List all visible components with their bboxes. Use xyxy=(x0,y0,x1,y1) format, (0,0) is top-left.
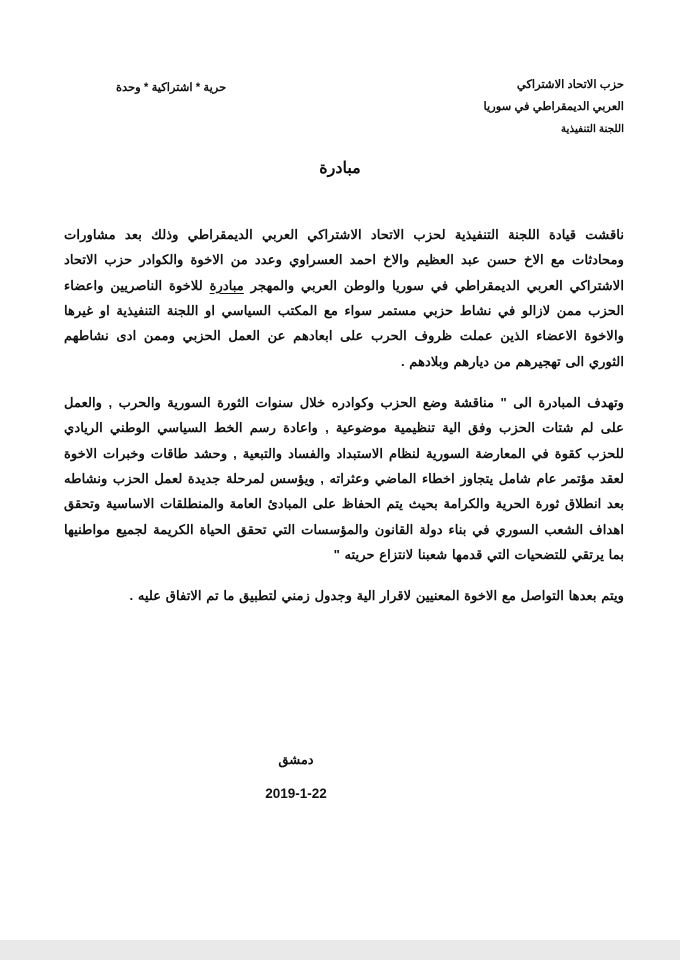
footer-date: 2019-1-22 xyxy=(265,786,327,801)
footer-city: دمشق xyxy=(278,752,314,767)
letterhead-line-1: حزب الاتحاد الاشتراكي xyxy=(516,79,624,91)
paragraph-1-part-2: للاخوة الناصريين واعضاء الحزب ممن لازالو في نشاط حزبي مستمر سواء مع المكتب السياسي او اللجنة التنفيذية او غيرها والاخوة الاعضاء الذين عملت ظروف الحرب على ابعادهم عن العمل الحزبي وممن ادى نشاطهم الثوري الى تهجيرهم من ديارهم وبلادهم . xyxy=(64,277,624,369)
page-title: مبادرة xyxy=(319,160,361,177)
paragraph-3: ويتم بعدها التواصل مع الاخوة المعنيين لاقرار الية وجدول زمني لتطبيق ما تم الاتفاق عليه . xyxy=(129,588,624,604)
paragraph-1-part-1: ناقشت قيادة اللجنة التنفيذية لحزب الاتحاد الاشتراكي العربي الديمقراطي وذلك بعد مشاورات ومحادثات مع الاخ حسن عبد العظيم والاخ احمد العسراوي وعدد من الاخوة والكوادر حزب الاتحاد الاشتراكي العربي الديمقراطي في سوريا والوطن العربي والمهجر xyxy=(64,227,624,293)
document-body xyxy=(64,222,624,609)
document-footer xyxy=(186,752,406,801)
letterhead xyxy=(324,74,624,139)
page-bottom-edge xyxy=(0,940,680,960)
party-slogan: حرية * اشتراكية * وحدة xyxy=(116,82,227,94)
paragraph-1-emphasis: مبادرة xyxy=(209,277,244,293)
paragraph-1 xyxy=(64,222,624,374)
document-content xyxy=(56,0,624,940)
paragraph-2: وتهدف المبادرة الى " مناقشة وضع الحزب وكوادره خلال سنوات الثورة السورية والحرب , والعمل على لم شتات الحزب وفق الية تنظيمية موضوعية , واعادة رسم الخط السياسي الوطني الريادي للحزب كقوة في المعارضة السورية لنظام الاستبداد والفساد والتبعية , وحشد طاقات وخبرات الاخوة لعقد مؤتمر عام شامل يتجاوز اخطاء الماضي وعثراته , ويؤسس لمرحلة جديدة لعمل الحزب ونشاطه بعد انطلاق ثورة الحرية والكرامة بحيث يتم الحفاظ على المبادئ العامة والمنطلقات الاساسية وتحقق اهداف الشعب السوري في بناء دولة القانون والمؤسسات التي تحقق الحياة الكريمة لجميع مواطنيها بما يرتقي للتضحيات التي قدمها شعبنا لانتزاع حريته " xyxy=(64,395,624,563)
letterhead-line-3: اللجنة التنفيذية xyxy=(560,122,624,135)
letterhead-line-2: العربي الديمقراطي في سوريا xyxy=(483,101,624,114)
